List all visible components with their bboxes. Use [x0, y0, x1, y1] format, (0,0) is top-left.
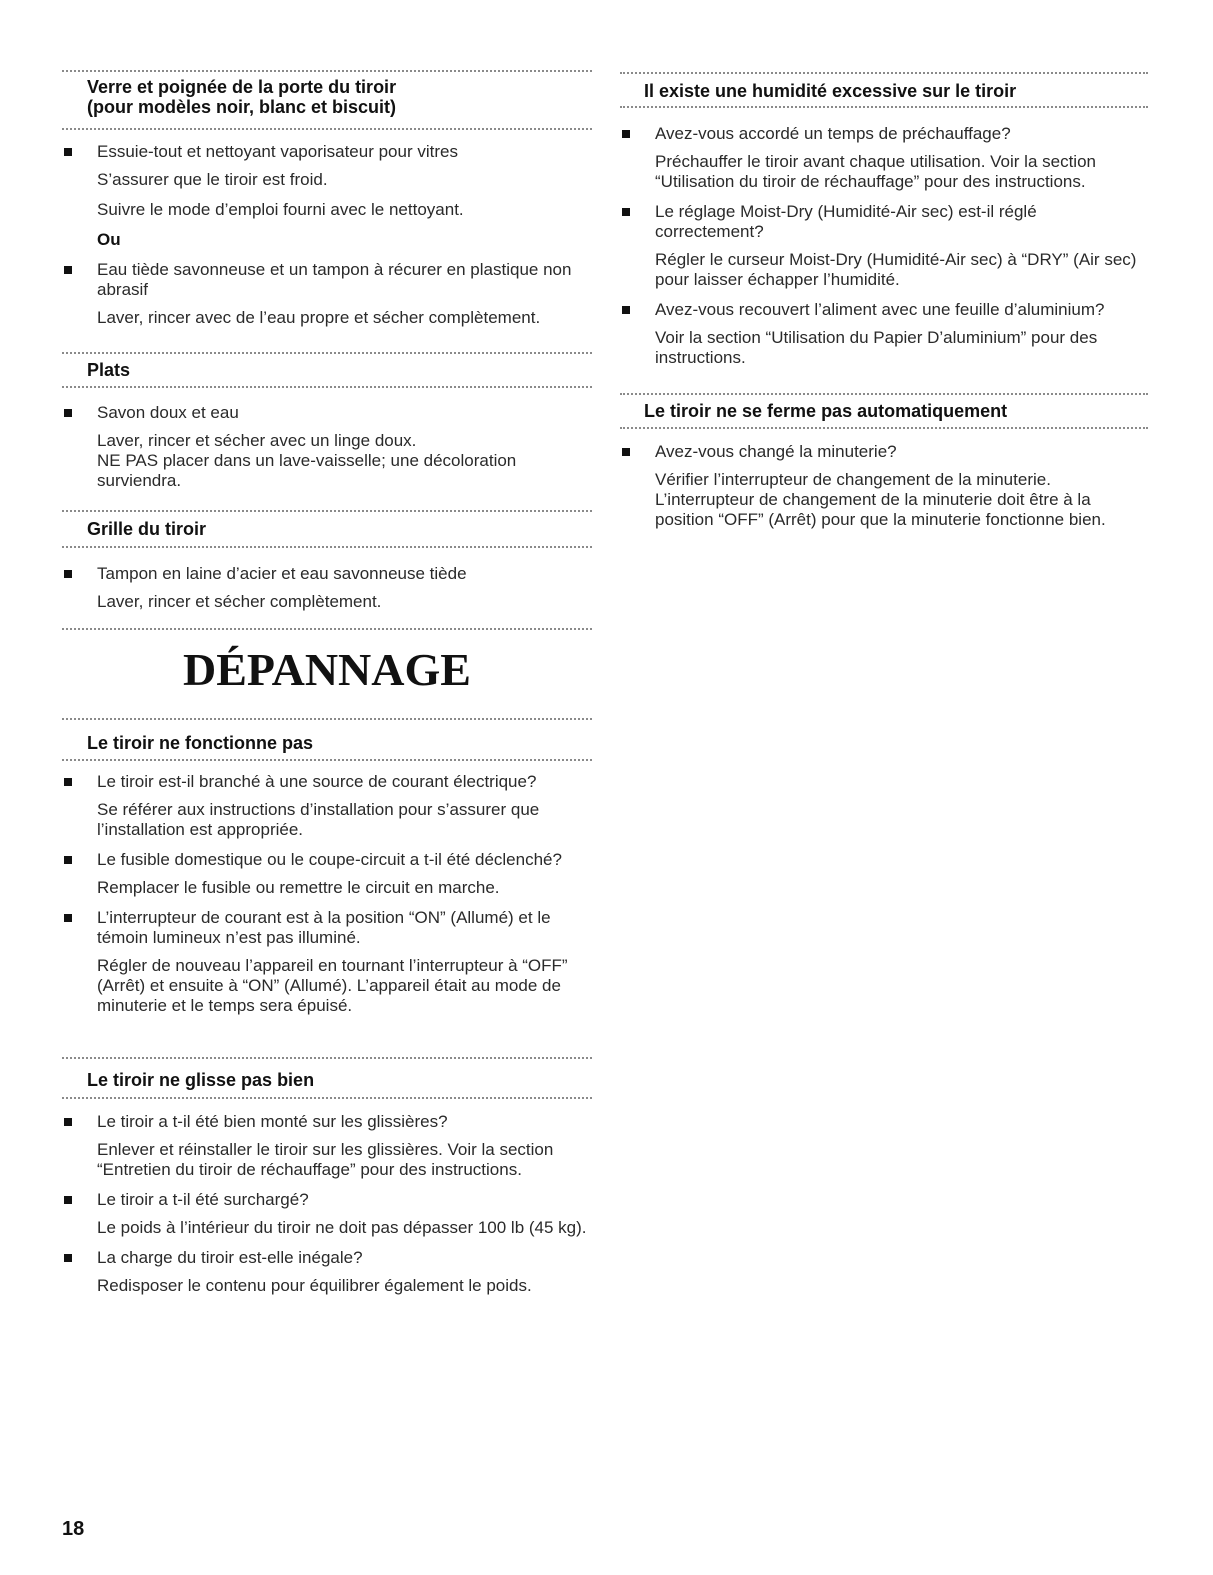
- list-item: [620, 442, 1148, 530]
- item-question: Tampon en laine d’acier et eau savonneuse tiède: [97, 564, 467, 583]
- item-question: L’interrupteur de courant est à la position “ON” (Allumé) et le témoin lumineux n’est pas illuminé.: [97, 908, 551, 947]
- section-rule-bottom: [620, 106, 1148, 108]
- bullet-icon: [622, 448, 630, 456]
- item-answer: Régler le curseur Moist-Dry (Humidité-Air sec) à “DRY” (Air sec) pour laisser échapper l’humidité.: [655, 250, 1137, 289]
- item-question: Le fusible domestique ou le coupe-circuit a t-il été déclenché?: [97, 850, 562, 869]
- title-rule-top: [62, 628, 592, 630]
- section-rule-bottom: [62, 546, 592, 548]
- list-item: [62, 260, 592, 328]
- section-heading: Grille du tiroir: [87, 519, 207, 539]
- list-item: [62, 564, 592, 612]
- item-answer: Régler de nouveau l’appareil en tournant l’interrupteur à “OFF” (Arrêt) et ensuite à “ON” (Allumé). L’appareil était au mode de minuterie et le temps sera épuisé.: [97, 956, 568, 1015]
- list-item: [620, 202, 1148, 290]
- section-heading: Le tiroir ne glisse pas bien: [87, 1070, 315, 1090]
- section-heading: Verre et poignée de la porte du tiroir (pour modèles noir, blanc et biscuit): [87, 77, 397, 117]
- item-question: Savon doux et eau: [97, 403, 239, 422]
- list-item: [62, 1248, 592, 1296]
- section-rule-top: [62, 510, 592, 512]
- section-rule-top: [620, 72, 1148, 74]
- bullet-icon: [64, 1196, 72, 1204]
- item-answer: Se référer aux instructions d’installation pour s’assurer que l’installation est appropriée.: [97, 800, 540, 839]
- bullet-icon: [64, 1254, 72, 1262]
- item-question: Le tiroir est-il branché à une source de courant électrique?: [97, 772, 537, 791]
- item-answer: Laver, rincer avec de l’eau propre et sécher complètement.: [97, 308, 541, 327]
- item-answer: Laver, rincer et sécher avec un linge doux. NE PAS placer dans un lave-vaisselle; une décoloration surviendra.: [97, 431, 517, 490]
- bullet-icon: [622, 208, 630, 216]
- list-item: [62, 1112, 592, 1180]
- or-label: Ou: [97, 230, 121, 249]
- bullet-icon: [64, 778, 72, 786]
- bullet-icon: [64, 409, 72, 417]
- item-answer: Remplacer le fusible ou remettre le circuit en marche.: [97, 878, 500, 897]
- section-rule-top: [620, 393, 1148, 395]
- bullet-icon: [64, 570, 72, 578]
- bullet-icon: [64, 148, 72, 156]
- section-items: [62, 403, 592, 501]
- section-items: [620, 124, 1148, 378]
- section-items: [62, 772, 592, 1026]
- item-answer: Laver, rincer et sécher complètement.: [97, 592, 382, 611]
- section-heading: Plats: [87, 360, 131, 380]
- bullet-icon: [622, 306, 630, 314]
- item-question: Avez-vous accordé un temps de préchauffage?: [655, 124, 1011, 143]
- section-rule-top: [62, 1057, 592, 1059]
- item-question: Le tiroir a t-il été surchargé?: [97, 1190, 309, 1209]
- item-answer: Enlever et réinstaller le tiroir sur les glissières. Voir la section “Entretien du tiroir de réchauffage” pour des instructions.: [97, 1140, 554, 1179]
- bullet-icon: [64, 266, 72, 274]
- section-rule-top: [62, 352, 592, 354]
- page-number: 18: [62, 1518, 85, 1540]
- item-answer: Voir la section “Utilisation du Papier D’aluminium” pour des instructions.: [655, 328, 1098, 367]
- item-answer: S’assurer que le tiroir est froid.: [97, 170, 328, 189]
- page-title: DÉPANNAGE: [183, 644, 471, 695]
- section-rule-top: [62, 70, 592, 72]
- list-item: [620, 300, 1148, 368]
- section-rule-bottom: [620, 427, 1148, 429]
- bullet-icon: [64, 856, 72, 864]
- item-answer: Vérifier l’interrupteur de changement de la minuterie. L’interrupteur de changement de la minuterie doit être à la position “OFF” (Arrêt) pour que la minuterie fonctionne bien.: [655, 470, 1106, 529]
- list-item: [62, 772, 592, 840]
- list-item: [620, 124, 1148, 192]
- item-question: Avez-vous recouvert l’aliment avec une feuille d’aluminium?: [655, 300, 1105, 319]
- list-item: [62, 850, 592, 898]
- section-heading: Le tiroir ne fonctionne pas: [87, 733, 314, 753]
- section-heading: Le tiroir ne se ferme pas automatiquement: [644, 401, 1008, 421]
- item-answer: Redisposer le contenu pour équilibrer également le poids.: [97, 1276, 532, 1295]
- list-item: [62, 142, 592, 220]
- list-item: [62, 1190, 592, 1238]
- section-items: [62, 564, 592, 622]
- list-item: [62, 908, 592, 1016]
- item-question: Le tiroir a t-il été bien monté sur les glissières?: [97, 1112, 448, 1131]
- item-question: La charge du tiroir est-elle inégale?: [97, 1248, 363, 1267]
- list-item: [62, 403, 592, 491]
- item-question: Essuie-tout et nettoyant vaporisateur pour vitres: [97, 142, 458, 161]
- item-question: Eau tiède savonneuse et un tampon à récurer en plastique non abrasif: [97, 260, 572, 299]
- section-items: [62, 142, 592, 338]
- item-question: Le réglage Moist-Dry (Humidité-Air sec) est-il réglé correctement?: [655, 202, 1037, 241]
- section-rule-bottom: [62, 128, 592, 130]
- section-rule-bottom: [62, 386, 592, 388]
- bullet-icon: [622, 130, 630, 138]
- bullet-icon: [64, 914, 72, 922]
- item-answer: Préchauffer le tiroir avant chaque utilisation. Voir la section “Utilisation du tiroir de réchauffage” pour des instructions.: [655, 152, 1096, 191]
- item-question: Avez-vous changé la minuterie?: [655, 442, 897, 461]
- section-items: [620, 442, 1148, 540]
- section-items: [62, 1112, 592, 1306]
- item-answer: Suivre le mode d’emploi fourni avec le nettoyant.: [97, 200, 464, 219]
- item-answer: Le poids à l’intérieur du tiroir ne doit pas dépasser 100 lb (45 kg).: [97, 1218, 587, 1237]
- section-heading: Il existe une humidité excessive sur le tiroir: [644, 81, 1017, 101]
- section-rule-top: [62, 718, 592, 720]
- section-rule-bottom: [62, 759, 592, 761]
- bullet-icon: [64, 1118, 72, 1126]
- section-rule-bottom: [62, 1097, 592, 1099]
